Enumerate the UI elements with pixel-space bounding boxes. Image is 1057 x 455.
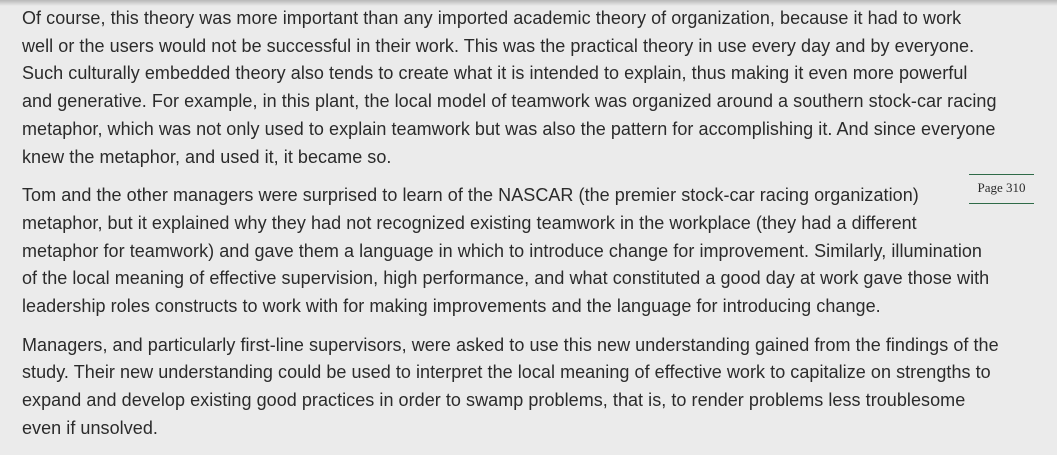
text-line: study. Their new understanding could be used to interpret the local meaning of effective work to capitalize on strengths to	[22, 362, 991, 383]
document-body	[22, 5, 1036, 454]
text-line: metaphor, but it explained why they had not recognized existing teamwork in the workplace (they had a different	[22, 212, 917, 233]
text-line: and generative. For example, in this plant, the local model of teamwork was organized around a southern stock-car racing	[22, 91, 997, 112]
text-line: Such culturally embedded theory also tends to create what it is intended to explain, thus making it even more powerful	[22, 63, 968, 84]
paragraph-2	[22, 182, 1036, 321]
text-line: knew the metaphor, and used it, it became so.	[22, 146, 392, 167]
text-line: metaphor for teamwork) and gave them a language in which to introduce change for improvement. Similarly, illumination	[22, 240, 982, 261]
text-line: Managers, and particularly first-line supervisors, were asked to use this new understanding gained from the findings of the	[22, 334, 999, 355]
paragraph-3	[22, 332, 1036, 443]
text-line: of the local meaning of effective supervision, high performance, and what constituted a good day at work gave those with	[22, 268, 990, 289]
text-line: leadership roles constructs to work with for making improvements and the language for introducing change.	[22, 296, 881, 317]
paragraph-1	[22, 5, 1036, 171]
text-line: well or the users would not be successful in their work. This was the practical theory in use every day and by everyone.	[22, 35, 975, 56]
page-number-marker: Page 310	[969, 174, 1034, 204]
text-line: Of course, this theory was more important than any imported academic theory of organization, because it had to work	[22, 8, 962, 28]
text-line: metaphor, which was not only used to explain teamwork but was also the pattern for accomplishing it. And since everyone	[22, 118, 996, 139]
text-line: even if unsolved.	[22, 417, 158, 438]
text-line: expand and develop existing good practices in order to swamp problems, that is, to render problems less troublesome	[22, 390, 966, 411]
text-line: Tom and the other managers were surprised to learn of the NASCAR (the premier stock-car racing organization)	[22, 185, 919, 206]
